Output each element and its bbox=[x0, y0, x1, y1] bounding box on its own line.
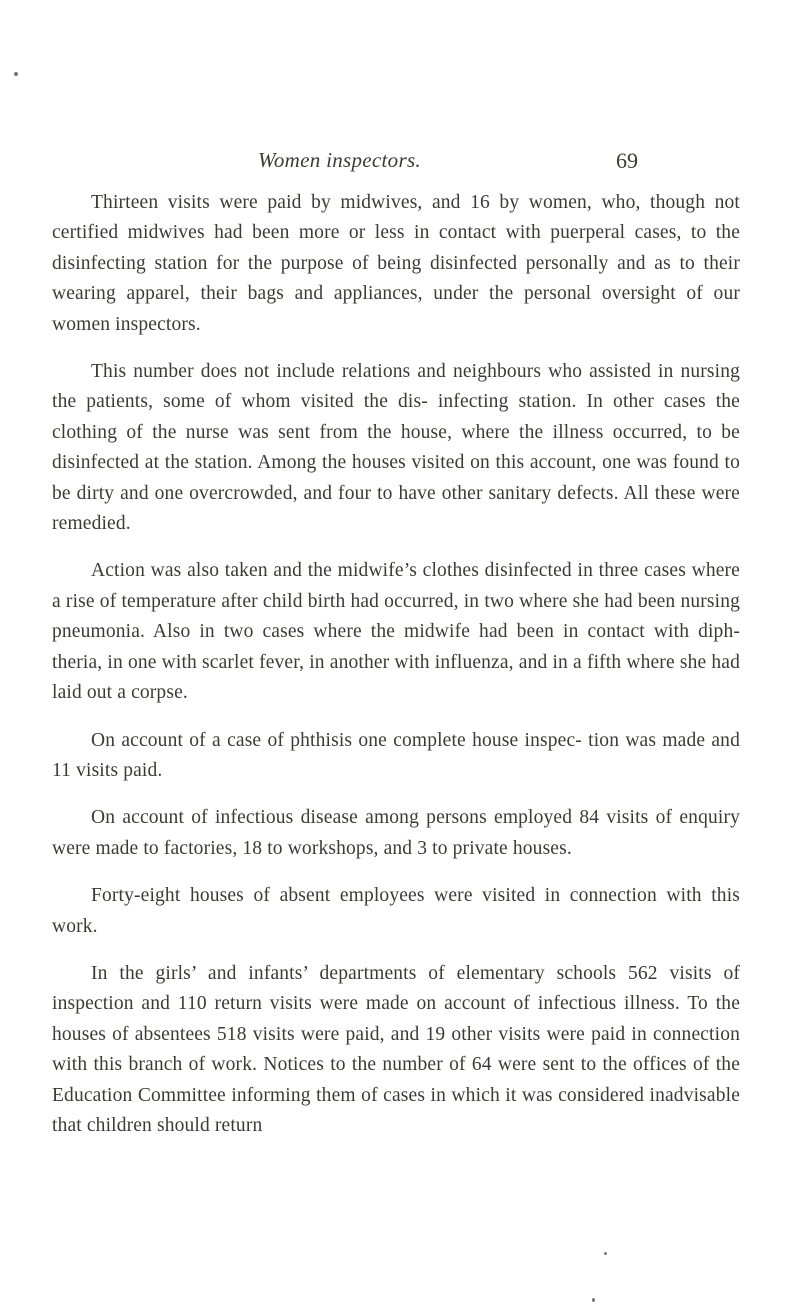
paragraph: Action was also taken and the midwife’s clothes disinfected in three cases where a rise of temperature after child birth had occurred, in two where she had been nursing pneumonia. Also in two cases where the midwife had been in contact with diph- theria, in one with scarlet fever, in another with influenza, and in a fifth where she had laid out a corpse. bbox=[52, 560, 740, 704]
paragraph: This number does not include relations and neighbours who assisted in nursing the patients, some of whom visited the dis- infecting station. In other cases the clothing of the nurse was sent from the house, where the illness occurred, to be disinfected at the station. Among the houses visited on this account, one was found to be dirty and one overcrowded, and four to have other sanitary defects. All these were remedied. bbox=[52, 361, 740, 535]
paragraph: In the girls’ and infants’ departments of elementary schools 562 visits of inspection and 110 return visits were made on account of infectious illness. To the houses of absentees 518 visits were paid, and 19 other visits were paid in connection with this branch of work. Notices to the number of 64 were sent to the offices of the Education Committee informing them of cases in which it was considered inadvisable that children should return bbox=[52, 962, 740, 1136]
scan-speck bbox=[604, 1252, 607, 1255]
body-text bbox=[52, 188, 740, 1158]
paragraph: On account of a case of phthisis one complete house inspec- tion was made and 11 visits paid. bbox=[52, 729, 740, 781]
paragraph: Thirteen visits were paid by midwives, and 16 by women, who, though not certified midwives had been more or less in contact with puerperal cases, to the disinfecting station for the purpose of being disinfected personally and as to their wearing apparel, their bags and appliances, under the personal oversight of our women inspectors. bbox=[52, 192, 740, 335]
paragraph: Forty-eight houses of absent employees were visited in connection with this work. bbox=[52, 885, 740, 937]
scan-speck bbox=[14, 72, 18, 76]
running-head bbox=[258, 148, 638, 182]
paragraph: On account of infectious disease among persons employed 84 visits of enquiry were made to factories, 18 to workshops, and 3 to private houses. bbox=[52, 807, 740, 859]
running-title: Women inspectors. bbox=[258, 148, 421, 172]
page-number: 69 bbox=[616, 148, 638, 173]
scan-speck bbox=[592, 1298, 595, 1302]
